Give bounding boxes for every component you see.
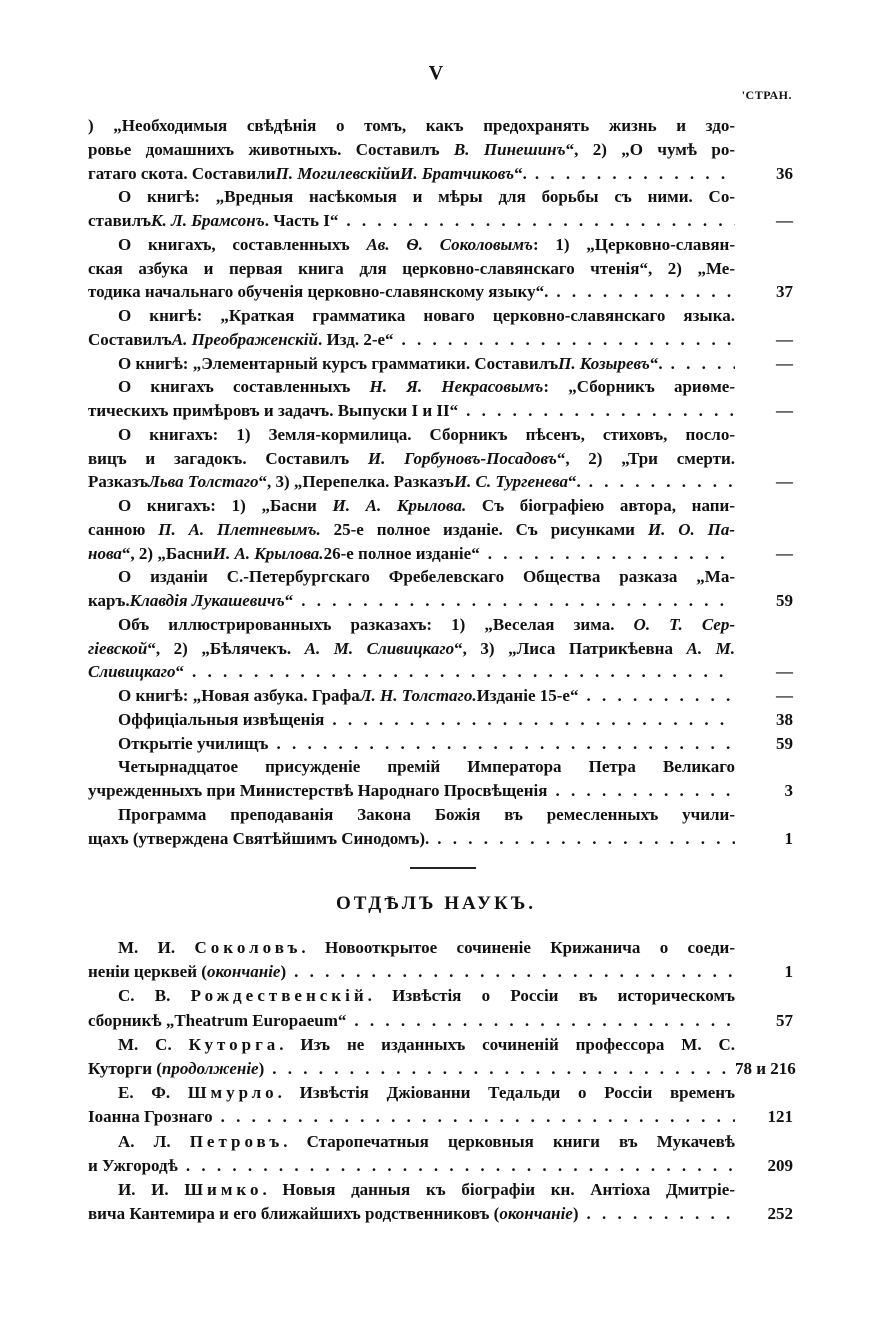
dot-leader [458, 399, 735, 423]
toc-entry-line [88, 1202, 793, 1226]
entry-text [88, 589, 735, 613]
text-segment: учрежденныхъ при Министерствѣ Народнаго Просвѣщенія [88, 781, 548, 800]
toc-entry-line [88, 960, 793, 984]
entry-text [88, 565, 735, 589]
page-number: — [776, 401, 793, 420]
entry-text [88, 233, 735, 257]
toc-entry-line [88, 1033, 793, 1057]
text-segment: М. И. [118, 938, 195, 957]
text-segment: 25-е полное изданіе. Съ рисунками [320, 519, 648, 539]
toc-entry-line [88, 114, 793, 138]
entry-text [88, 399, 735, 423]
italic-text: И. Братчиковъ [400, 163, 515, 183]
dot-leader [293, 589, 735, 613]
italic-text: И. А. Крылова. [212, 543, 324, 563]
text-segment: “, 2) „Басни [121, 543, 213, 563]
entry-text [88, 779, 735, 803]
text-segment: . Извѣстія Джіованни Тедальди о Россіи временъ [277, 1083, 735, 1103]
toc-entry-line [88, 257, 793, 281]
text-segment: О книгѣ: „Краткая грамматика новаго церковно-славянскаго языка. [118, 306, 735, 325]
text-segment: санною [88, 519, 159, 539]
text-segment: “, 3) „Перепелка. Разказъ [258, 472, 454, 492]
page-number: 209 [767, 1155, 793, 1175]
toc-entry-line [88, 1178, 793, 1202]
toc-entry-line [88, 936, 793, 960]
entry-text [88, 1081, 735, 1105]
dot-leader [264, 1057, 735, 1081]
author-name: Шимко [184, 1179, 263, 1199]
entry-text [88, 936, 735, 960]
toc-entry-line [88, 589, 793, 613]
entry-text [88, 518, 735, 542]
dot-leader [268, 732, 735, 756]
page-number: 59 [776, 591, 793, 610]
entry-text [88, 1178, 735, 1202]
text-segment: . Старопечатныя церковныя книги въ Мукачевѣ [283, 1131, 735, 1151]
entry-text [88, 138, 735, 162]
toc-entry-line [88, 755, 793, 779]
text-segment: О изданіи С.-Петербургскаго Фребелевскаго Общества разказа „Ма- [118, 567, 735, 587]
text-segment: “, 3) „Лиса Патрикѣевна [454, 638, 687, 658]
text-segment: О книгѣ: „Вредныя насѣкомыя и мѣры для борьбы съ ними. Со- [118, 187, 735, 207]
text-segment: каръ. [88, 591, 130, 610]
toc-entry-line [88, 185, 793, 209]
italic-text: Сливицкаго [88, 662, 176, 682]
toc-entry-line [88, 280, 793, 304]
page-number: 36 [776, 163, 793, 183]
entry-text [88, 827, 735, 851]
toc-entry-line [88, 803, 793, 827]
toc-entry-line [88, 447, 793, 471]
toc-entry-line [88, 637, 793, 661]
toc-entry-line [88, 779, 793, 803]
toc-entry-line [88, 470, 793, 494]
text-segment: О книгахъ, составленныхъ [118, 234, 367, 254]
dot-leader [178, 1154, 735, 1178]
entry-text [88, 708, 735, 732]
entry-text [88, 328, 735, 352]
toc-entry-line [88, 565, 793, 589]
text-segment: “ [175, 662, 184, 682]
page-number: 38 [776, 709, 793, 729]
text-segment: ) [258, 1058, 265, 1078]
dot-leader [213, 1105, 735, 1129]
toc-entry-line [88, 233, 793, 257]
text-segment: “. [514, 163, 527, 183]
toc-entry-line [88, 138, 793, 162]
entry-text [88, 1130, 735, 1154]
author-name: Петровъ [189, 1131, 284, 1151]
text-segment: ровье домашнихъ животныхъ. Составилъ [88, 139, 454, 159]
toc-entry [88, 1033, 796, 1081]
toc-entry-line [88, 1105, 793, 1129]
toc-entry-line [88, 162, 793, 186]
text-segment: Открытіе училищъ [118, 733, 269, 753]
toc-entry [88, 304, 793, 352]
page-column-header: 'СТРАН. [741, 88, 792, 102]
entry-text [88, 470, 735, 494]
toc-entry-line [88, 399, 793, 423]
text-segment: “. [567, 472, 581, 492]
entry-text [88, 1009, 735, 1033]
entry-text [88, 304, 735, 328]
entry-text [88, 209, 735, 233]
section-title: ОТДѢЛЪ НАУКЪ. [335, 893, 537, 914]
toc-entry [88, 803, 793, 851]
text-segment: О книгахъ: 1) „Басни [118, 496, 333, 515]
text-segment: “, 2) „О чумѣ ро- [565, 139, 735, 159]
toc-entry-line [88, 518, 793, 542]
entry-text [88, 257, 735, 281]
text-segment: “, 2) „Три смерти. [556, 448, 735, 468]
text-segment: О книгахъ составленныхъ [118, 377, 370, 397]
page-number: 3 [784, 781, 793, 800]
text-segment: Іоанна Грознаго [88, 1107, 213, 1127]
page-number: — [776, 353, 793, 373]
text-segment: . Изд. 2-е“ [317, 329, 394, 349]
toc-entry-line [88, 1057, 796, 1081]
italic-text: Н. Я. Некрасовымъ [369, 377, 544, 397]
toc-entry-line [88, 827, 793, 851]
text-segment: “ [284, 591, 294, 610]
text-segment: сборникѣ „Theatrum Europaeum“ [88, 1010, 347, 1030]
toc-entry [88, 755, 793, 803]
page-number: — [776, 329, 793, 349]
text-segment: . Новыя данныя къ біографіи кн. Антіоха Дмитріе- [262, 1179, 735, 1199]
toc-entry-line [88, 352, 793, 376]
toc-entry-line [88, 304, 793, 328]
entry-text [88, 280, 735, 304]
text-segment: тическихъ примѣровъ и задачъ. Выпуски I и II“ [88, 401, 459, 420]
toc-entry [88, 423, 793, 494]
text-segment: вича Кантемира и его ближайшихъ родственниковъ ( [88, 1204, 500, 1224]
entry-text [88, 1105, 735, 1129]
italic-text: Л. Н. Толстаго. [359, 686, 477, 705]
entry-text [88, 1057, 735, 1081]
text-segment: тодика начальнаго обученія церковно-славянскому языку“. [88, 282, 549, 302]
entry-text [88, 637, 735, 661]
text-segment: щахъ (утверждена Святѣйшимъ Синодомъ). [88, 828, 430, 848]
text-segment: ставилъ [88, 211, 152, 230]
entry-text [88, 542, 735, 566]
dot-leader [394, 328, 735, 352]
dot-leader [184, 660, 735, 684]
toc-entry [88, 352, 793, 376]
text-segment: ская азбука и первая книга для церковно-славянскаго чтенія“, 2) „Ме- [88, 258, 735, 278]
dot-leader [338, 209, 735, 233]
text-segment: “, 2) „Бѣлячекъ. [147, 638, 305, 658]
toc-entry-line [88, 613, 793, 637]
page-number: 78 и 216 [735, 1058, 796, 1078]
italic-text: гіевской [88, 638, 148, 658]
italic-text: И. С. Тургенева [453, 472, 568, 492]
text-segment: Разказъ [88, 472, 149, 492]
toc-entry [88, 936, 793, 984]
text-segment: Съ біографіею автора, напи- [466, 496, 735, 515]
text-segment: : „Сборникъ ариѳме- [543, 377, 735, 397]
text-segment: Изданіе 15-е“ [476, 686, 579, 705]
page-number: 121 [767, 1107, 793, 1127]
author-name: Шмурло [187, 1083, 278, 1103]
italic-text: продолженіе [161, 1058, 259, 1078]
page-folio: V [428, 62, 444, 84]
dot-leader [324, 708, 735, 732]
text-segment: и Ужгородѣ [88, 1155, 178, 1175]
page-number: 252 [767, 1204, 793, 1224]
text-segment: Е. Ф. [118, 1083, 188, 1103]
dot-leader [346, 1009, 735, 1033]
entry-text [88, 1033, 735, 1057]
dot-leader [548, 280, 735, 304]
entry-text [88, 732, 735, 756]
entry-text [88, 162, 735, 186]
toc-entry-line [88, 494, 793, 518]
toc-entry-line [88, 660, 793, 684]
toc-entry [88, 494, 793, 565]
toc-entry [88, 984, 793, 1032]
dot-leader [578, 684, 735, 708]
toc-entry-line [88, 984, 793, 1008]
toc-entry-line [88, 1081, 793, 1105]
italic-text: И. О. Па- [647, 519, 735, 539]
toc-entry-line [88, 423, 793, 447]
italic-text: О. Т. Сер- [633, 614, 735, 634]
entry-text [88, 960, 735, 984]
italic-text: Ав. Ѳ. Соколовымъ [366, 234, 533, 254]
text-segment: Куторги ( [88, 1058, 162, 1078]
text-segment: : 1) „Церковно-славян- [532, 234, 735, 254]
toc-entry-line [88, 209, 793, 233]
toc-entry [88, 684, 793, 708]
text-segment: вицъ и загадокъ. Составилъ [88, 448, 368, 468]
dot-leader [547, 779, 735, 803]
text-segment: 26-е полное изданіе“ [323, 543, 480, 563]
entry-text [88, 352, 735, 376]
entry-text [88, 984, 735, 1008]
text-segment: Четырнадцатое присужденіе премій Императора Петра Великаго [118, 757, 735, 777]
text-segment: . Часть I“ [264, 211, 339, 230]
text-segment: ) [572, 1204, 579, 1224]
entry-text [88, 803, 735, 827]
toc-entry-line [88, 732, 793, 756]
text-segment: ) „Необходимыя свѣдѣнія о томъ, какъ предохранять жизнь и здо- [88, 116, 735, 135]
text-segment: Программа преподаванія Закона Божія въ ремесленныхъ учили- [118, 804, 735, 824]
italic-text: А. М. [686, 638, 735, 658]
text-segment: М. С. [118, 1034, 189, 1054]
entry-text [88, 114, 735, 138]
text-segment: Оффиціальныя извѣщенія [118, 709, 325, 729]
italic-text: И. А. Крылова. [332, 496, 467, 515]
toc-entry-line [88, 542, 793, 566]
toc-entry [88, 613, 793, 684]
italic-text: П. А. Плетневымъ. [158, 519, 321, 539]
italic-text: А. М. Сливицкаго [304, 638, 455, 658]
text-segment: Объ иллюстрированныхъ разказахъ: 1) „Веселая зима. [118, 614, 634, 634]
toc-entry [88, 375, 793, 423]
entry-text [88, 613, 735, 637]
toc-entry [88, 1130, 793, 1178]
text-segment: “. [649, 353, 663, 373]
toc-entry-line [88, 684, 793, 708]
entry-text [88, 185, 735, 209]
entry-text [88, 375, 735, 399]
toc-entry [88, 185, 793, 233]
text-segment: О книгѣ: „Элементарный курсъ грамматики. Составилъ [118, 353, 559, 373]
italic-text: И. Горбуновъ-Посадовъ [367, 448, 557, 468]
page-number: 57 [776, 1010, 793, 1030]
toc-entry [88, 732, 793, 756]
toc-entry [88, 1081, 793, 1129]
italic-text: К. Л. Брамсонъ [151, 211, 265, 230]
entry-text [88, 660, 735, 684]
dot-leader [579, 1202, 735, 1226]
text-segment: гатаго скота. Составили [88, 163, 276, 183]
toc-entry-line [88, 708, 793, 732]
author-name: Соколовъ [194, 938, 302, 957]
text-segment: О книгахъ: 1) Земля-кормилица. Сборникъ пѣсенъ, стиховъ, посло- [118, 424, 735, 444]
toc-entry [88, 708, 793, 732]
page-number: 37 [776, 282, 793, 302]
page-number: 1 [784, 962, 793, 982]
text-segment: А. Л. [118, 1131, 190, 1151]
dot-leader [527, 162, 735, 186]
italic-text: П. Могилевскій [275, 163, 391, 183]
toc-entry-line [88, 1130, 793, 1154]
page-number: 1 [784, 828, 793, 848]
entry-text [88, 1202, 735, 1226]
text-segment: ) [280, 962, 287, 982]
page-number: — [776, 662, 793, 682]
dot-leader [581, 470, 735, 494]
toc-entry [88, 565, 793, 613]
page-number: 59 [776, 733, 793, 753]
toc-entry-line [88, 375, 793, 399]
toc-top-section [88, 114, 793, 850]
italic-text: Льва Толстаго [148, 472, 259, 492]
section-divider [410, 867, 476, 869]
text-segment: Составилъ [88, 329, 172, 349]
toc-entry [88, 233, 793, 304]
dot-leader [286, 960, 735, 984]
toc-entry-line [88, 328, 793, 352]
page-number: — [776, 543, 793, 563]
italic-text: Клавдія Лукашевичъ [129, 591, 285, 610]
text-segment: И. И. [118, 1179, 185, 1199]
entry-text [88, 423, 735, 447]
author-name: Куторга [188, 1034, 280, 1054]
italic-text: А. Преображенскій [171, 329, 318, 349]
toc-science-section [88, 936, 796, 1226]
text-segment: и [390, 163, 401, 183]
text-segment: неніи церквей ( [88, 962, 207, 982]
toc-entry-line [88, 1154, 793, 1178]
italic-text: окончаніе [206, 962, 281, 982]
page-number: — [776, 686, 793, 705]
author-name: Рождественскій [190, 986, 368, 1006]
toc-entry-line [88, 1009, 793, 1033]
toc-entry [88, 114, 793, 185]
entry-text [88, 1154, 735, 1178]
italic-text: В. Пинешинъ [453, 139, 566, 159]
italic-text: окончаніе [499, 1204, 573, 1224]
entry-text [88, 755, 735, 779]
dot-leader [429, 827, 735, 851]
text-segment: . Новооткрытое сочиненіе Крижанича о соеди- [301, 938, 735, 957]
italic-text: П. Козыревъ [558, 353, 650, 373]
text-segment: . Извѣстія о Россіи въ историческомъ [367, 986, 735, 1006]
dot-leader [480, 542, 735, 566]
text-segment: О книгѣ: „Новая азбука. Графа [118, 686, 360, 705]
text-segment: . Изъ не изданныхъ сочиненій профессора М. С. [279, 1034, 735, 1054]
text-segment: С. В. [118, 986, 191, 1006]
page-number: — [776, 211, 793, 230]
entry-text [88, 684, 735, 708]
page-number: — [776, 472, 793, 492]
italic-text: нова [88, 543, 122, 563]
entry-text [88, 494, 735, 518]
entry-text [88, 447, 735, 471]
toc-entry [88, 1178, 793, 1226]
dot-leader [663, 352, 735, 376]
